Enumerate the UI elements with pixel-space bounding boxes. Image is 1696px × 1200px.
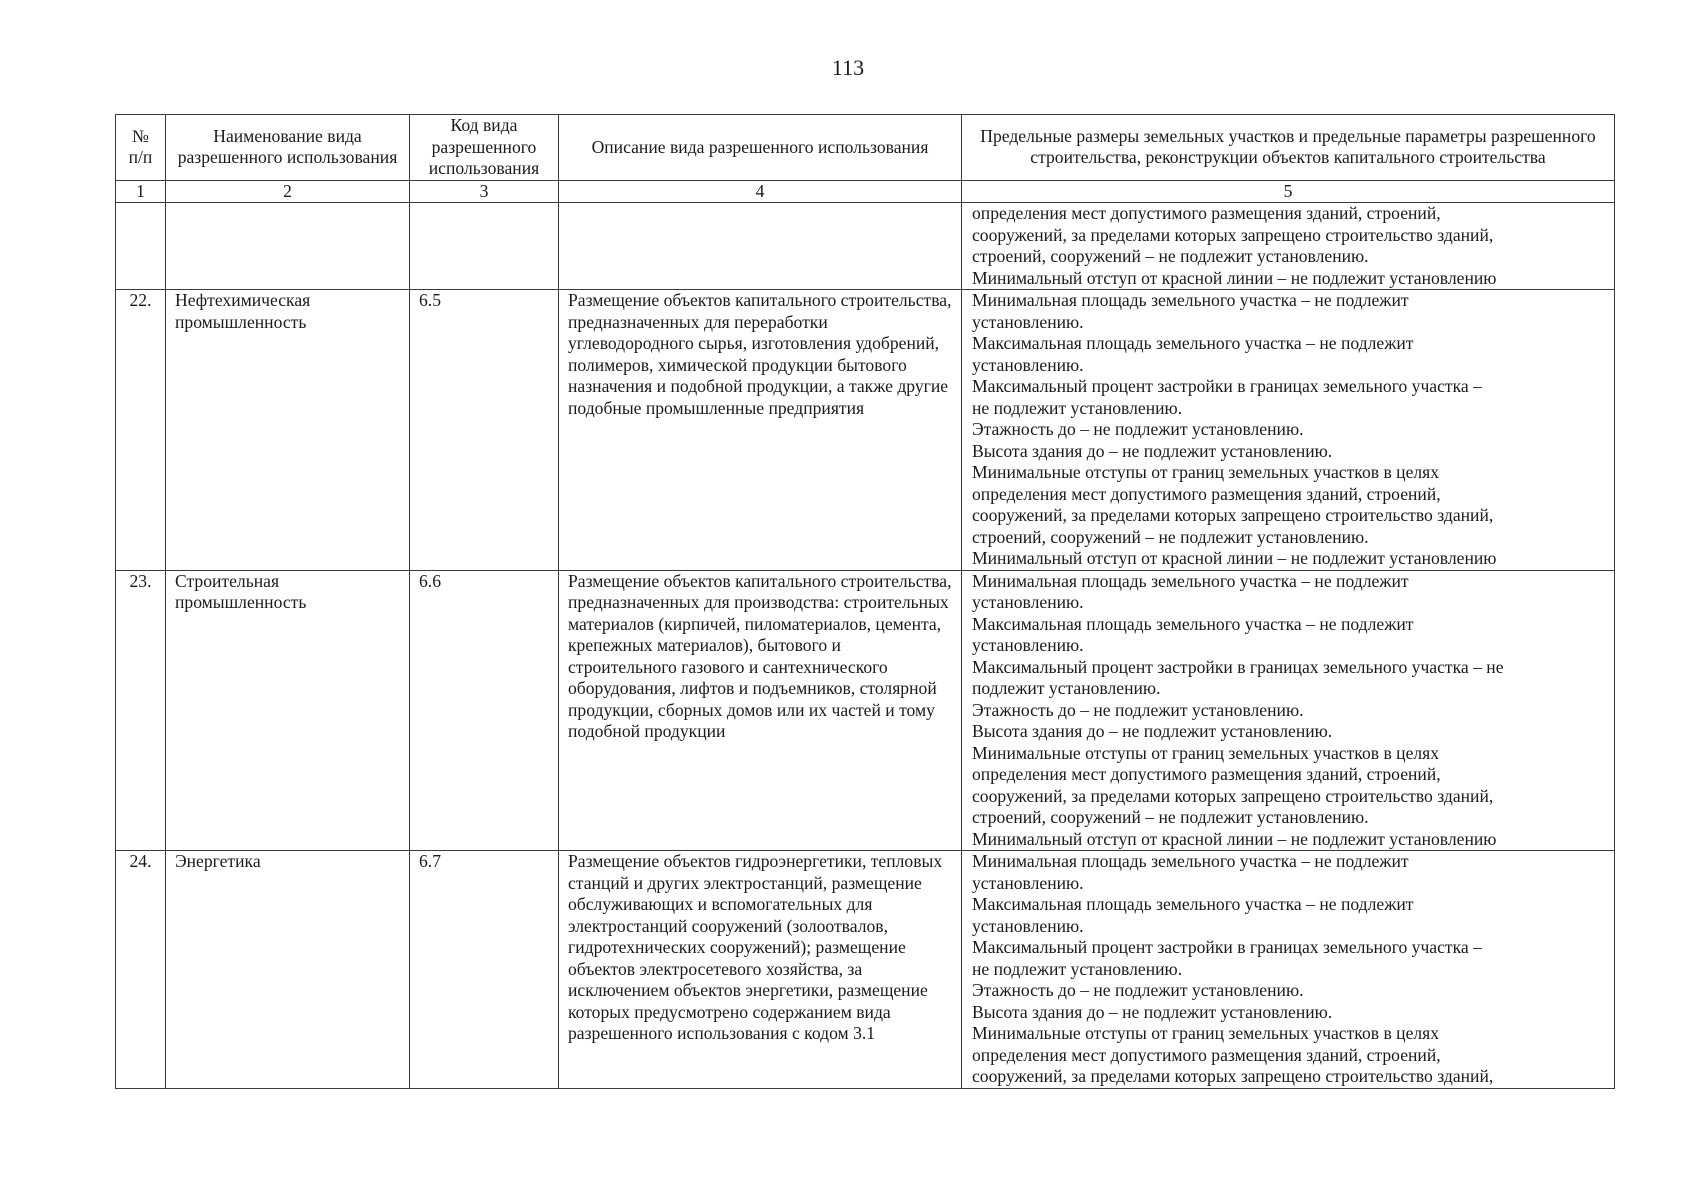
params-line: Минимальная площадь земельного участка – не подлежит bbox=[972, 290, 1409, 310]
params-line: Минимальный отступ от красной линии – не подлежит установлению bbox=[972, 267, 1497, 288]
use-code: 6.5 bbox=[410, 290, 559, 571]
params-line: Максимальная площадь земельного участка – не подлежит bbox=[972, 613, 1414, 634]
params-line: Минимальная площадь земельного участка – не подлежит bbox=[972, 851, 1409, 871]
params-line: установлению. bbox=[972, 915, 1084, 936]
use-name: Энергетика bbox=[166, 851, 410, 1089]
limit-parameters bbox=[962, 570, 1615, 851]
params-line: Максимальная площадь земельного участка – не подлежит bbox=[972, 333, 1414, 353]
params-line: определения мест допустимого размещения зданий, строений, bbox=[972, 483, 1441, 504]
params-line: определения мест допустимого размещения зданий, строений, bbox=[972, 1044, 1441, 1065]
limit-parameters bbox=[962, 290, 1615, 571]
column-number-row bbox=[116, 180, 1615, 203]
header-use-code: Код вида разрешенного использования bbox=[410, 115, 559, 181]
use-description: Размещение объектов капитального строительства, предназначенных для производства: строительных материалов (кирпичей, пиломатериалов, цемента, крепежных материалов), бытового и строительного газового и сантехнического оборудования, лифтов и подъемников, столярной продукции, сборных домов или их частей и тому подобной продукции bbox=[559, 570, 962, 851]
params-line: Этажность до – не подлежит установлению. bbox=[972, 980, 1304, 1000]
params-line: Минимальный отступ от красной линии – не подлежит установлению bbox=[972, 828, 1497, 849]
params-line: сооружений, за пределами которых запрещено строительство зданий, bbox=[972, 1066, 1494, 1086]
params-line: Высота здания до – не подлежит установлению. bbox=[972, 721, 1333, 741]
params-line: не подлежит установлению. bbox=[972, 958, 1183, 979]
use-name: Строительная промышленность bbox=[166, 570, 410, 851]
page-number: 113 bbox=[831, 55, 865, 80]
header-use-name: Наименование вида разрешенного использования bbox=[166, 115, 410, 181]
use-name: Нефтехимическая промышленность bbox=[166, 290, 410, 571]
continuation-row bbox=[116, 203, 1615, 290]
row-number: 24. bbox=[116, 851, 166, 1089]
use-code: 6.7 bbox=[410, 851, 559, 1089]
params-line: определения мест допустимого размещения зданий, строений, bbox=[972, 764, 1441, 784]
params-line: строений, сооружений – не подлежит установлению. bbox=[972, 246, 1369, 266]
params-line: установлению. bbox=[972, 635, 1084, 655]
table-row bbox=[116, 290, 1615, 571]
column-number: 3 bbox=[410, 180, 559, 203]
params-line: сооружений, за пределами которых запрещено строительство зданий, bbox=[972, 785, 1494, 806]
params-line: установлению. bbox=[972, 311, 1084, 332]
params-line: Минимальный отступ от красной линии – не подлежит установлению bbox=[972, 548, 1497, 568]
params-line: подлежит установлению. bbox=[972, 678, 1161, 698]
row-number: 22. bbox=[116, 290, 166, 571]
params-line: Этажность до – не подлежит установлению. bbox=[972, 419, 1304, 439]
limit-parameters bbox=[962, 851, 1615, 1089]
column-number: 4 bbox=[559, 180, 962, 203]
column-number: 5 bbox=[962, 180, 1615, 203]
table-row bbox=[116, 570, 1615, 851]
permitted-use-table bbox=[115, 114, 1615, 1089]
params-line: установлению. bbox=[972, 872, 1084, 893]
params-line: Минимальные отступы от границ земельных участков в целях bbox=[972, 1023, 1440, 1043]
params-line: установлению. bbox=[972, 354, 1084, 375]
params-line: не подлежит установлению. bbox=[972, 397, 1183, 418]
header-use-description: Описание вида разрешенного использования bbox=[559, 115, 962, 181]
continuation-num-cell bbox=[116, 203, 166, 290]
params-line: Минимальная площадь земельного участка – не подлежит bbox=[972, 570, 1409, 591]
params-line: определения мест допустимого размещения зданий, строений, bbox=[972, 203, 1441, 223]
params-line: строений, сооружений – не подлежит установлению. bbox=[972, 807, 1369, 827]
continuation-name-cell bbox=[166, 203, 410, 290]
header-limit-parameters: Предельные размеры земельных участков и предельные параметры разрешенного строительства, реконструкции объектов капитального строительства bbox=[962, 115, 1615, 181]
use-code: 6.6 bbox=[410, 570, 559, 851]
use-description: Размещение объектов капитального строительства, предназначенных для переработки углеводородного сырья, изготовления удобрений, полимеров, химической продукции бытового назначения и подобной продукции, а также другие подобные промышленные предприятия bbox=[559, 290, 962, 571]
params-line: Высота здания до – не подлежит установлению. bbox=[972, 1001, 1333, 1022]
params-line: установлению. bbox=[972, 592, 1084, 612]
row-number: 23. bbox=[116, 570, 166, 851]
table-header-row bbox=[116, 115, 1615, 181]
params-line: Высота здания до – не подлежит установлению. bbox=[972, 440, 1333, 461]
continuation-code-cell bbox=[410, 203, 559, 290]
params-line: Максимальная площадь земельного участка – не подлежит bbox=[972, 894, 1414, 914]
params-line: сооружений, за пределами которых запрещено строительство зданий, bbox=[972, 505, 1494, 525]
params-line: строений, сооружений – не подлежит установлению. bbox=[972, 526, 1369, 547]
params-line: Минимальные отступы от границ земельных участков в целях bbox=[972, 742, 1440, 763]
table-row bbox=[116, 851, 1615, 1089]
params-line: Минимальные отступы от границ земельных участков в целях bbox=[972, 462, 1440, 482]
params-line: Максимальный процент застройки в границах земельного участка – bbox=[972, 376, 1482, 396]
params-line: Этажность до – не подлежит установлению. bbox=[972, 699, 1304, 720]
continuation-description-cell bbox=[559, 203, 962, 290]
header-number: № п/п bbox=[116, 115, 166, 181]
continuation-params-cell bbox=[962, 203, 1615, 290]
use-description: Размещение объектов гидроэнергетики, тепловых станций и других электростанций, размещение обслуживающих и вспомогательных для электростанций сооружений (золоотвалов, гидротехнических сооружений); размещение объектов электросетевого хозяйства, за исключением объектов энергетики, размещение которых предусмотрено содержанием вида разрешенного использования с кодом 3.1 bbox=[559, 851, 962, 1089]
column-number: 1 bbox=[116, 180, 166, 203]
params-line: Максимальный процент застройки в границах земельного участка – bbox=[972, 937, 1482, 957]
column-number: 2 bbox=[166, 180, 410, 203]
params-line: Максимальный процент застройки в границах земельного участка – не bbox=[972, 656, 1504, 677]
params-line: сооружений, за пределами которых запрещено строительство зданий, bbox=[972, 224, 1494, 245]
